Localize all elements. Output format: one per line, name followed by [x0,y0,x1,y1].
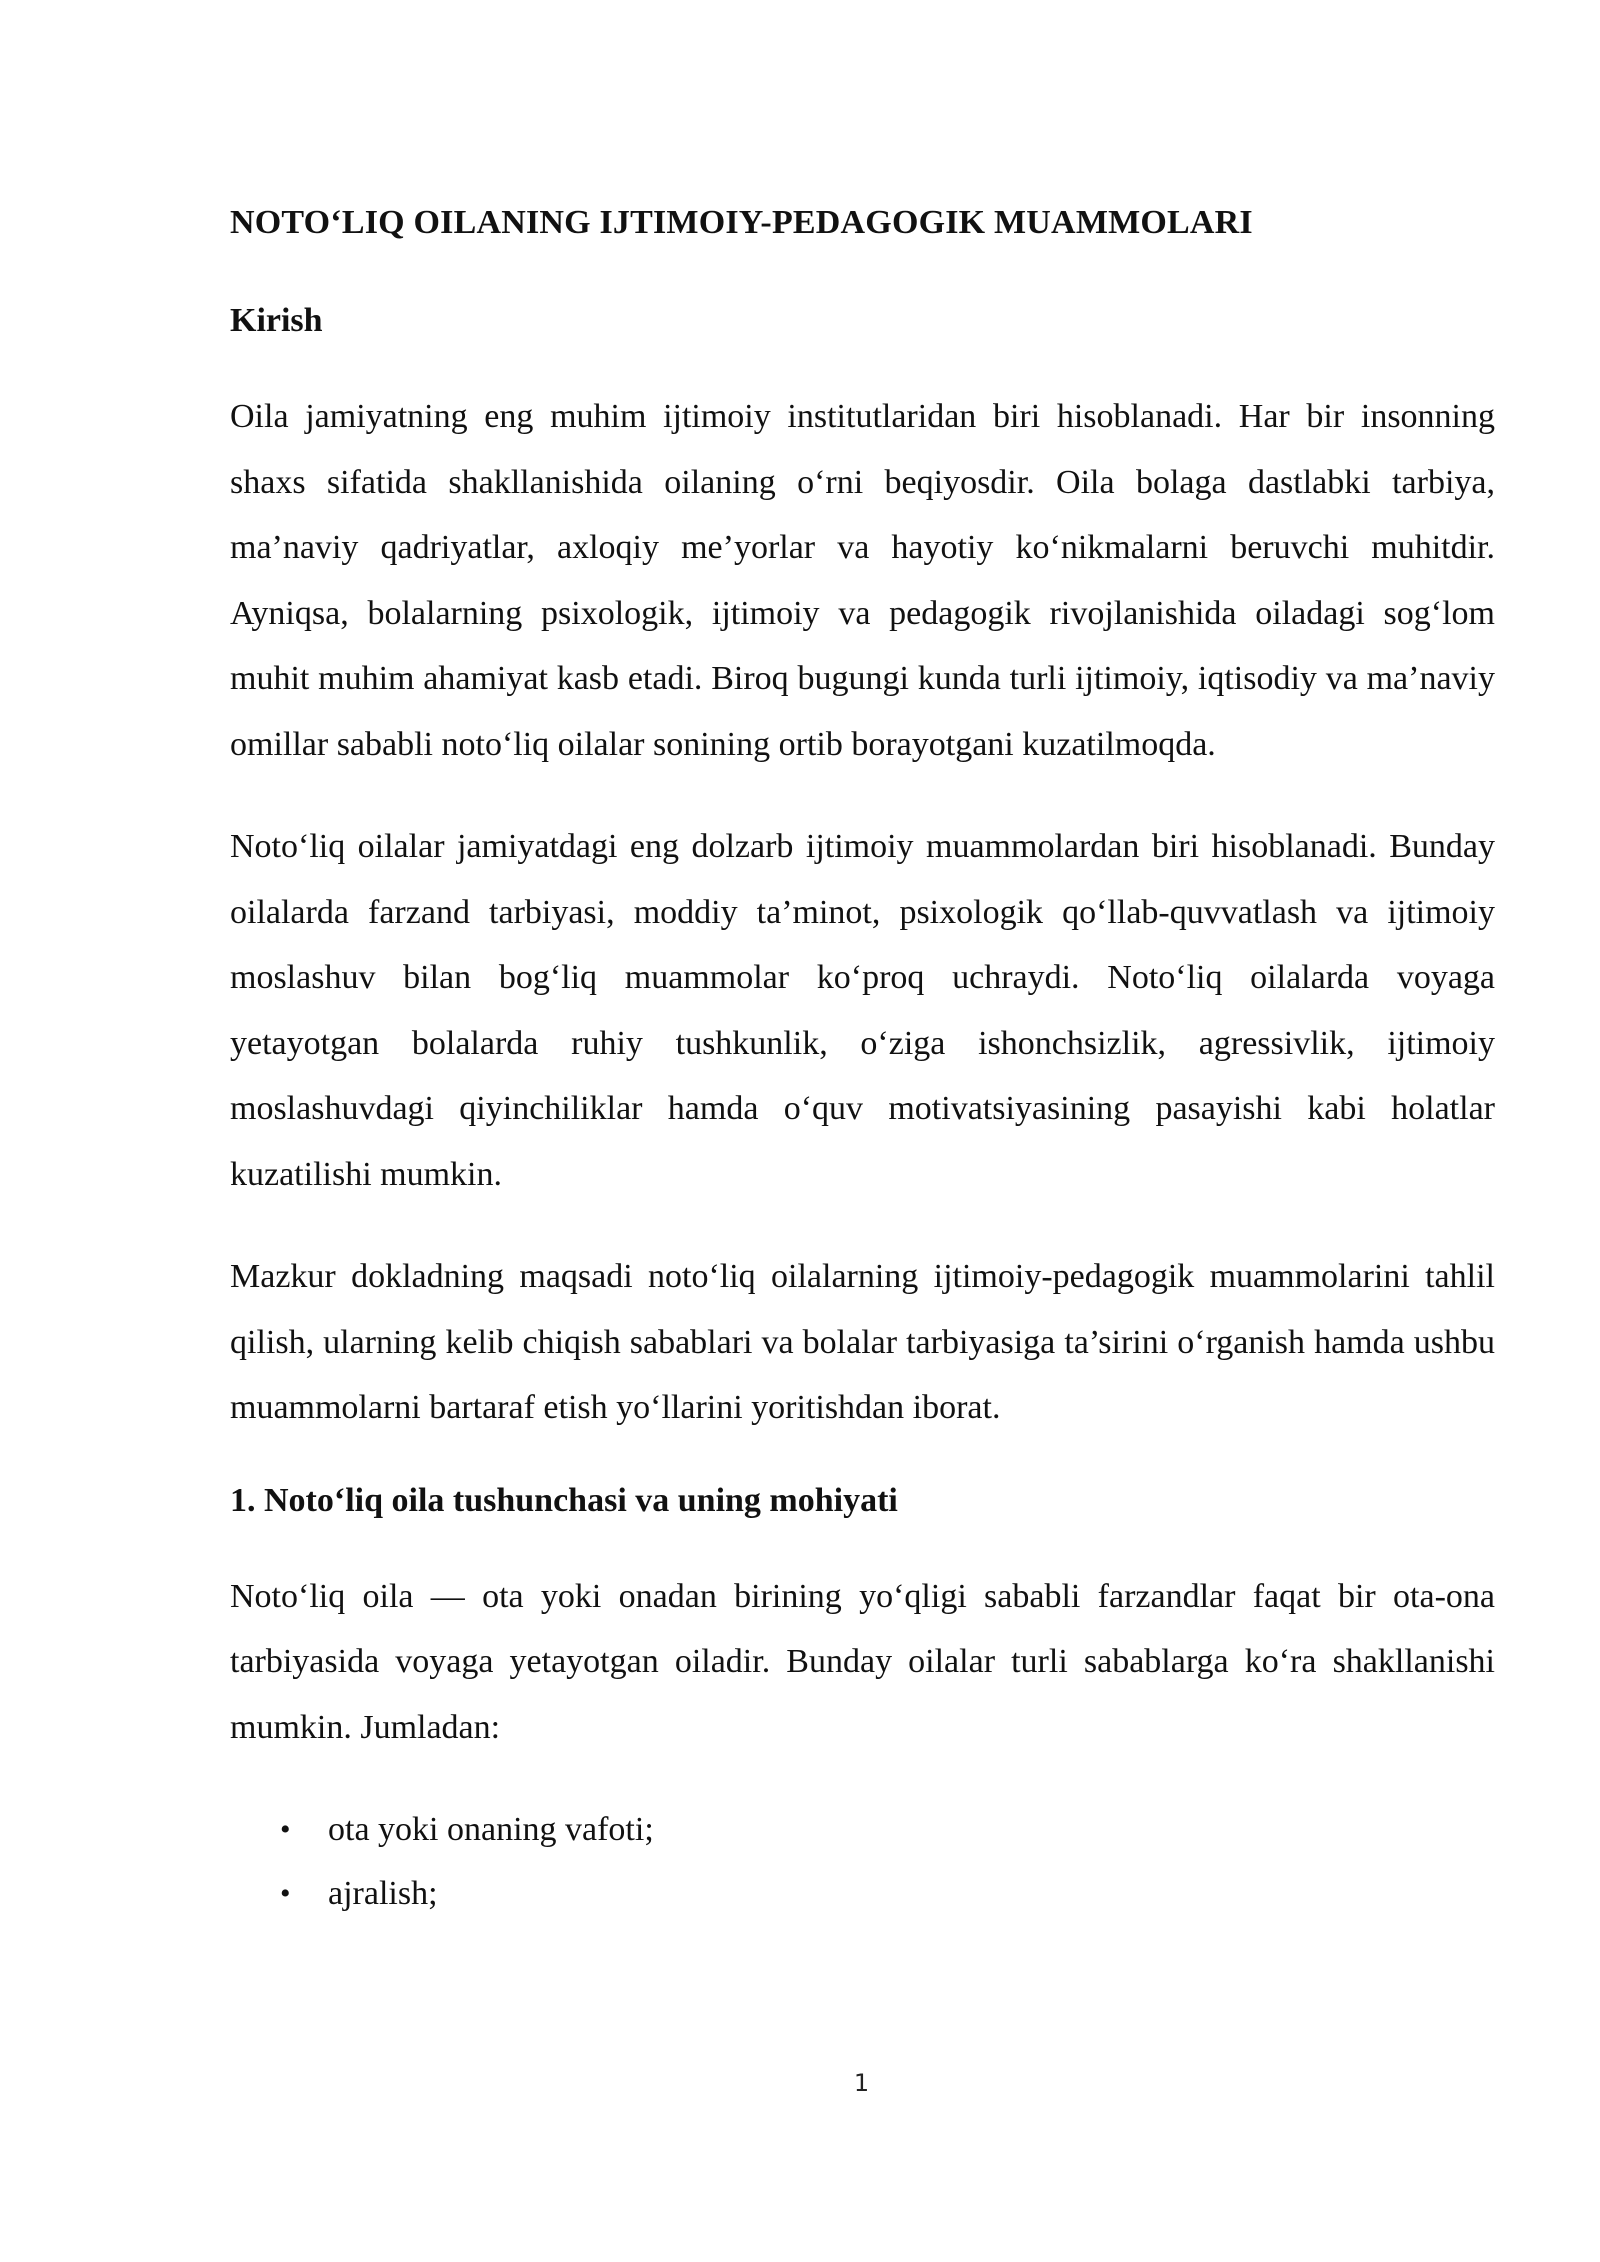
intro-heading: Kirish [230,302,323,339]
causes-list [230,1798,1495,1926]
list-item [230,1862,1495,1926]
intro-paragraph-2: Noto‘liq oilalar jamiyatdagi eng dolzarb ijtimoiy muammolardan biri hisoblanadi. Bunday oilalarda farzand tarbiyasi, moddiy ta’minot, psixologik qo‘llab-quvvatlash va ijtimoiy moslashuv bilan bog‘liq muammolar ko‘proq uchraydi. Noto‘liq oilalarda voyaga yetayotgan bolalarda ruhiy tushkunlik, o‘ziga ishonchsizlik, agressivlik, ijtimoiy moslashuvdagi qiyinchiliklar hamda o‘quv motivatsiyasining pasayishi kabi holatlar kuzatilishi mumkin. [230,828,1495,1193]
page-content [230,200,1495,1926]
intro-paragraph-1: Oila jamiyatning eng muhim ijtimoiy institutlaridan biri hisoblanadi. Har bir insonning shaxs sifatida shakllanishida oilaning o‘rni beqiyosdir. Oila bolaga dastlabki tarbiya, ma’naviy qadriyatlar, axloqiy me’yorlar va hayotiy ko‘nikmalarni beruvchi muhitdir. Ayniqsa, bolalarning psixologik, ijtimoiy va pedagogik rivojlanishida oiladagi sog‘lom muhit muhim ahamiyat kasb etadi. Biroq bugungi kunda turli ijtimoiy, iqtisodiy va ma’naviy omillar sababli noto‘liq oilalar sonining ortib borayotgani kuzatilmoqda. [230,398,1495,763]
list-item-text: ajralish; [328,1875,438,1912]
section-1-paragraph: Noto‘liq oila — ota yoki onadan birining yo‘qligi sababli farzandlar faqat bir ota-ona tarbiyasida voyaga yetayotgan oiladir. Bunday oilalar turli sabablarga ko‘ra shakllanishi mumkin. Jumladan: [230,1577,1495,1746]
document-title: NOTO‘LIQ OILANING IJTIMOIY-PEDAGOGIK MUAMMOLARI [230,204,1253,241]
list-item-text: ota yoki onaning vafoti; [328,1811,654,1848]
intro-paragraph-3: Mazkur dokladning maqsadi noto‘liq oilalarning ijtimoiy-pedagogik muammolarini tahlil qilish, ularning kelib chiqish sabablari va bolalar tarbiyasiga ta’sirini o‘rganish hamda ushbu muammolarni bartaraf etish yo‘llarini yoritishdan iborat. [230,1258,1495,1426]
bullet-icon: • [280,1813,291,1846]
section-1-heading: 1. Noto‘liq oila tushunchasi va uning mohiyati [230,1481,898,1519]
list-item [230,1798,1495,1862]
bullet-icon: • [280,1877,291,1910]
page-number: 1 [853,2069,870,2097]
